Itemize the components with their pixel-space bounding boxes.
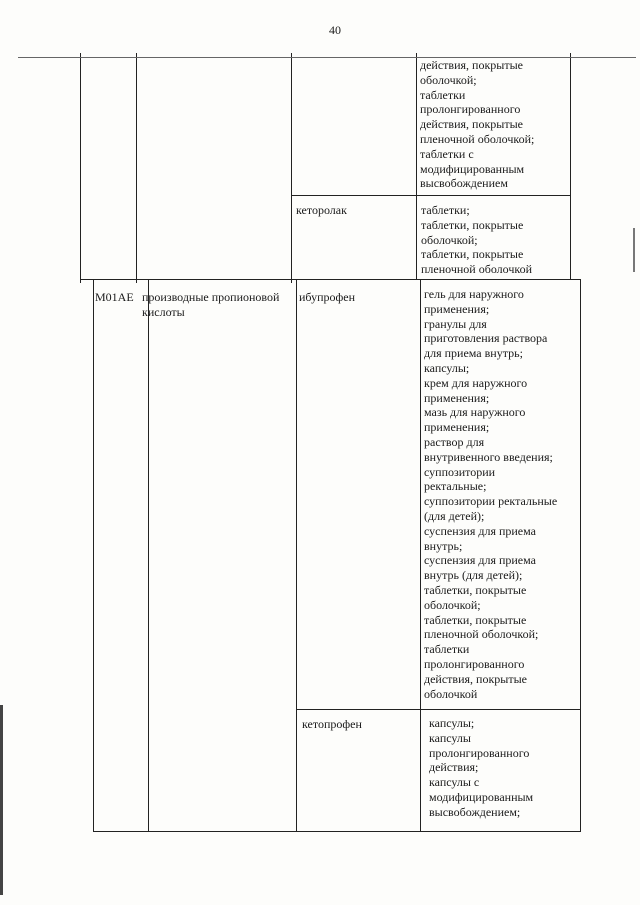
forms-cell [420,58,534,191]
scan-edge-mark [0,705,3,895]
form-line: таблетки, покрытые [421,217,524,232]
form-line: применения; [424,301,490,316]
column-divider [136,53,137,283]
form-line: модифицированным [429,789,534,804]
forms-cell [421,203,532,277]
form-line: таблетки с [420,146,474,161]
column-divider [291,53,292,283]
substance-name: кеторолак [296,203,347,217]
form-line: мазь для наружного [424,405,526,420]
form-line: действия, покрытые [424,671,527,686]
form-line: капсулы; [424,360,470,375]
scan-edge-mark [633,228,635,272]
form-line: оболочкой; [424,597,481,612]
table-border-right [580,279,581,832]
form-line: таблетки, покрытые [424,612,527,627]
form-line: капсулы [429,730,471,745]
row-divider [296,709,580,710]
form-line: приготовления раствора [424,331,548,346]
form-line: оболочкой [424,686,478,701]
form-line: капсулы с [429,775,480,790]
form-line: высвобождением; [429,804,521,819]
form-line: пролонгированного [424,656,525,671]
form-line: высвобождением [420,176,508,191]
form-line: крем для наружного [424,375,528,390]
forms-cell [424,287,557,701]
form-line: капсулы; [429,716,475,730]
table-bottom-rule [93,831,580,832]
substance-cell [299,290,355,305]
substance-cell [302,717,362,732]
form-line: применения; [424,420,490,435]
form-line: раствор для [424,434,485,449]
form-line: внутривенного введения; [424,449,553,464]
form-line: гель для наружного [424,287,524,301]
table-border-left [80,53,81,283]
form-line: таблетки [424,642,470,657]
form-line: пролонгированного [420,102,521,117]
group-line: производные пропионовой [142,290,280,304]
form-line: действия; [429,760,479,775]
atc-code-cell [95,290,134,305]
column-divider [148,279,149,832]
atc-code: M01AE [95,290,134,304]
table-top-rule [18,57,636,58]
table-border-left [93,279,94,832]
group-cell [142,290,279,320]
form-line: (для детей); [424,508,485,523]
form-line: модифицированным [420,161,525,176]
form-line: пленочной оболочкой; [420,131,535,146]
form-line: для приема внутрь; [424,346,523,361]
column-divider [416,53,417,280]
form-line: действия, покрытые [420,117,523,132]
form-line: ректальные; [424,479,487,494]
form-line: суппозитории ректальные [424,494,558,509]
form-line: оболочкой; [421,232,478,247]
form-line: суспензия для приема [424,523,536,538]
form-line: внутрь; [424,538,463,553]
substance-name: кетопрофен [302,717,362,731]
table-border-right [570,53,571,280]
form-line: суспензия для приема [424,553,536,568]
form-line: суппозитории [424,464,496,479]
form-line: применения; [424,390,490,405]
form-line: гранулы для [424,316,487,331]
substance-cell [296,203,347,218]
form-line: таблетки, покрытые [421,247,524,262]
form-line: оболочкой; [420,72,477,87]
form-line: таблетки [420,87,466,102]
form-line: таблетки; [421,203,470,217]
form-line: действия, покрытые [420,58,523,72]
substance-name: ибупрофен [299,290,356,304]
page-number: 40 [329,23,341,37]
row-divider [291,195,570,196]
form-line: внутрь (для детей); [424,568,523,583]
column-divider [420,279,421,832]
form-line: пленочной оболочкой; [424,627,539,642]
column-divider [296,279,297,832]
form-line: пленочной оболочкой [421,262,533,277]
row-divider [80,279,580,280]
form-line: таблетки, покрытые [424,582,527,597]
group-line: кислоты [142,304,185,319]
forms-cell [429,716,533,820]
form-line: пролонгированного [429,745,530,760]
